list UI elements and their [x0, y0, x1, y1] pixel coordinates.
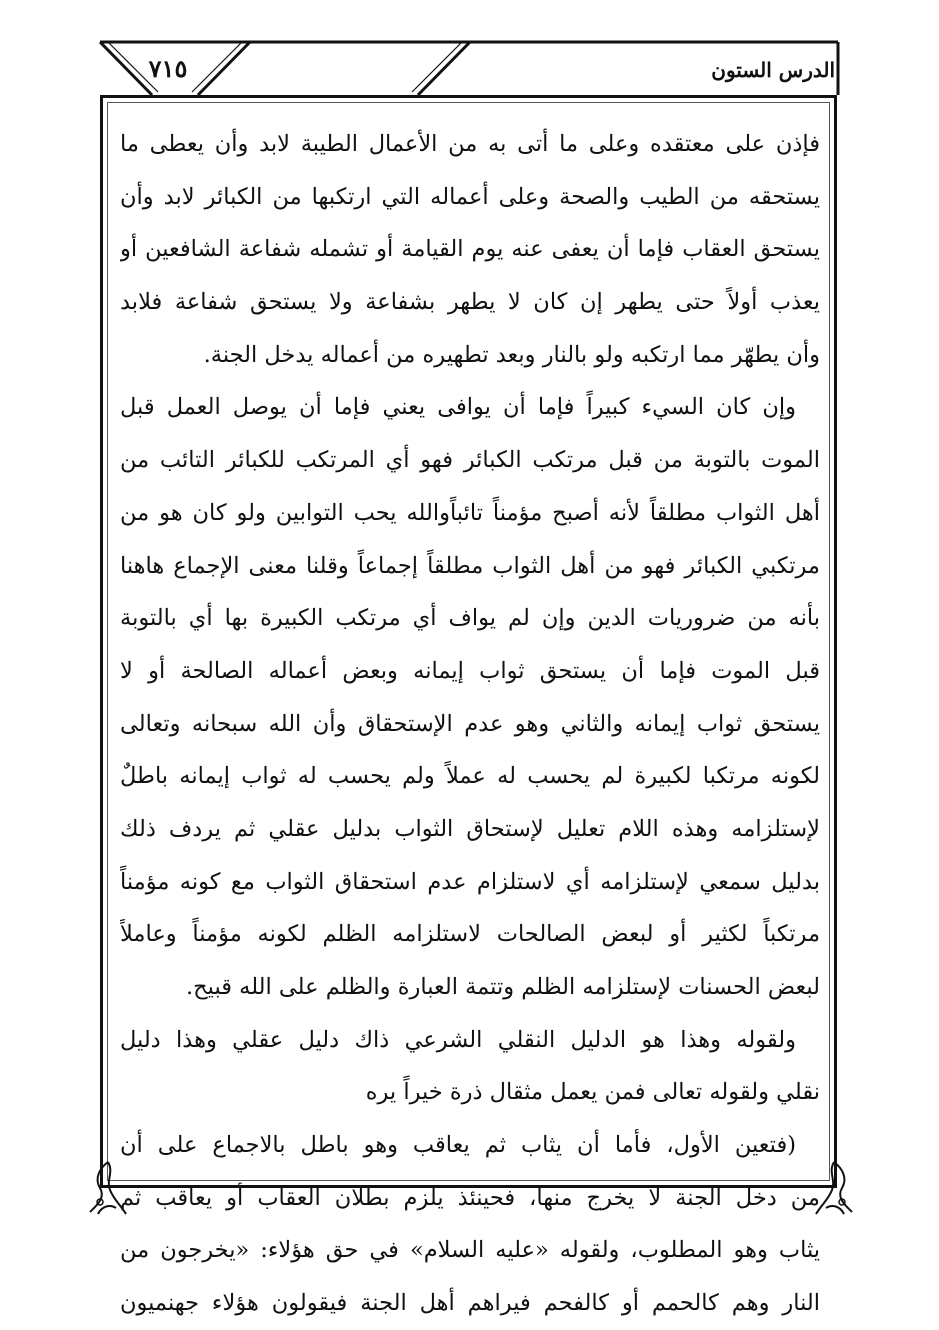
text-line: يستحق العقاب فإما أن يعفى عنه يوم القيامة أو تشمله شفاعة الشافعين أو [120, 236, 820, 263]
page-number: ٧١٥ [148, 54, 188, 83]
text-line: نقلي ولقوله تعالى فمن يعمل مثقال ذرة خيراً يره [365, 1079, 820, 1106]
text-line: وإن كان السيء كبيراً فإما أن يوافى يعني فإما أن يوصل العمل قبل [120, 394, 796, 421]
text-line: بأنه من ضروريات الدين وإن لم يواف أي مرتكب الكبيرة بها أي بالتوبة [120, 605, 820, 632]
text-line: (فتعين الأول، فأما أن يثاب ثم يعاقب وهو باطل بالاجماع على أن [120, 1132, 796, 1159]
text-line: يثاب وهو المطلوب، ولقوله «عليه السلام» في حق هؤلاء: «يخرجون من [120, 1237, 820, 1264]
text-line: مرتكبي الكبائر فهو من أهل الثواب مطلقاً إجماعاً وقلنا معنى الإجماع هاهنا [120, 552, 820, 579]
text-line: وأن يطهّر مما ارتكبه ولو بالنار وبعد تطهيره من أعماله يدخل الجنة. [203, 341, 820, 368]
corner-ornament-icon [86, 1160, 130, 1218]
text-line: النار وهم كالحمم أو كالفحم فيراهم أهل الجنة فيقولون هؤلاء جهنميون [120, 1290, 820, 1317]
corner-ornament-icon [812, 1160, 856, 1218]
text-line: لبعض الحسنات لإستلزامه الظلم وتتمة العبارة والظلم على الله قبيح. [185, 974, 820, 1000]
text-line: الموت بالتوبة من قبل مرتكب الكبائر فهو أي المرتكب للكبائر التائب من [120, 447, 820, 474]
text-line: من دخل الجنة لا يخرج منها، فحينئذ يلزم بطلان العقاب أو يعاقب ثم [120, 1184, 820, 1211]
text-line: قبل الموت فإما أن يستحق ثواب إيمانه وبعض أعماله الصالحة أو لا [120, 657, 820, 684]
text-line: لكونه مرتكبا لكبيرة لم يحسب له عملاً ولم يحسب له ثواب إيمانه باطلٌ [120, 763, 820, 790]
text-line: يعذب أولاً حتى يطهر إن كان لا يطهر بشفاعة ولا يستحق شفاعة فلابد [120, 289, 820, 316]
chapter-title: الدرس الستون [711, 58, 835, 82]
text-line: بدليل سمعي لإستلزامه أي لاستلزام عدم استحقاق الثواب مع كونه مؤمناً [120, 868, 820, 895]
text-line: يستحقه من الطيب والصحة وعلى أعماله التي ارتكبها من الكبائر لابد وأن [120, 183, 820, 210]
body-text [120, 118, 820, 1330]
text-line: لإستلزامه وهذه اللام تعليل لإستحاق الثواب بدليل عقلي ثم يردف ذلك [120, 815, 820, 842]
text-line: ولقوله وهذا هو الدليل النقلي الشرعي ذاك دليل عقلي وهذا دليل [120, 1026, 796, 1053]
text-line: مرتكباً لكثير أو لبعض الصالحات لاستلزامه الظلم لكونه مؤمناً وعاملاً [120, 921, 820, 948]
text-line: أهل الثواب مطلقاً لأنه أصبح مؤمناً تائباًوالله يحب التوابين ولو كان هو من [120, 499, 820, 526]
text-line: يستحق ثواب إيمانه والثاني وهو عدم الإستحقاق وأن الله سبحانه وتعالى [120, 710, 820, 737]
text-line: فإذن على معتقده وعلى ما أتى به من الأعمال الطيبة لابد وأن يعطى ما [120, 131, 820, 157]
